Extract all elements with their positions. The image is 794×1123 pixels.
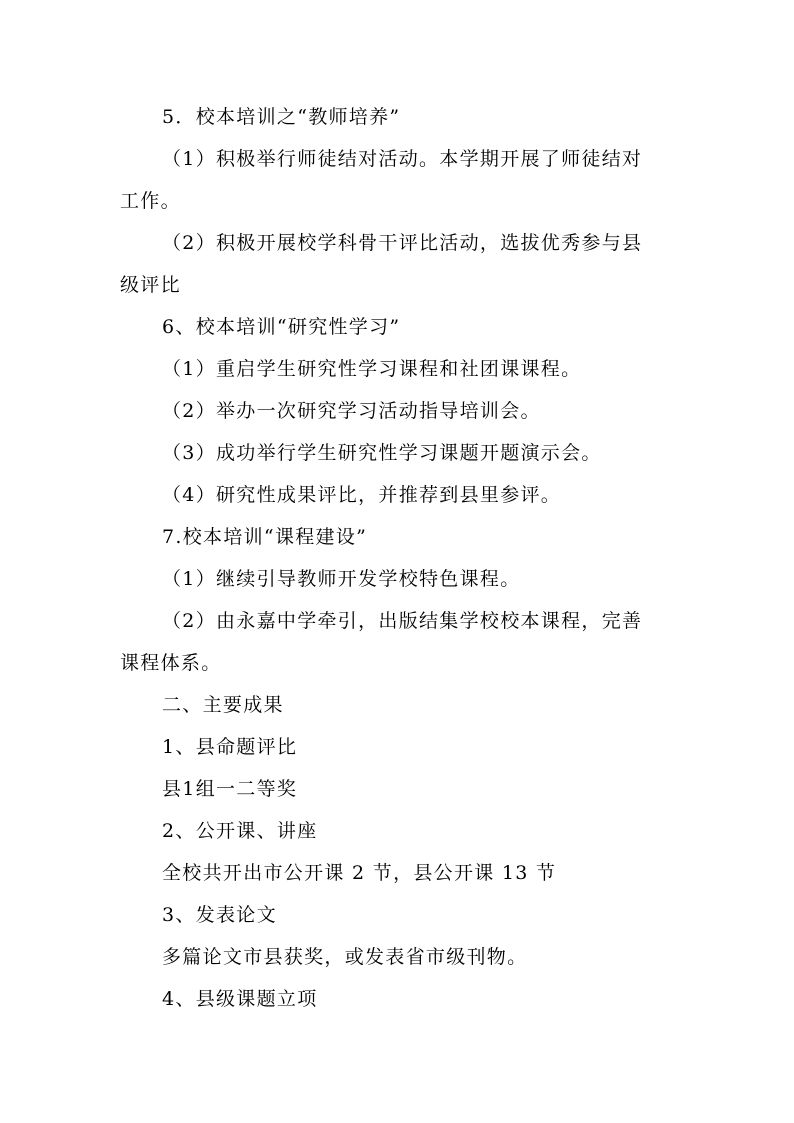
paragraph-line: （4）研究性成果评比，并推荐到县里参评。	[162, 484, 562, 506]
heading-curriculum: 7.校本培训“课程建设”	[162, 526, 368, 548]
paragraph-line: 课程体系。	[120, 652, 222, 674]
paragraph-line: （1）积极举行师徒结对活动。本学期开展了师徒结对	[162, 148, 643, 170]
paragraph-line: （2）举办一次研究学习活动指导培训会。	[162, 400, 541, 422]
paragraph-line: （2）积极开展校学科骨干评比活动，选拔优秀参与县	[162, 232, 643, 254]
paragraph-line: 县1组一二等奖	[162, 778, 298, 800]
paragraph-line: （2）由永嘉中学牵引，出版结集学校校本课程，完善	[162, 610, 643, 632]
paragraph-line: 多篇论文市县获奖，或发表省市级刊物。	[162, 946, 528, 968]
paragraph-line: 级评比	[120, 274, 181, 296]
paragraph-line: 工作。	[120, 190, 181, 212]
heading-county-projects: 4、县级课题立项	[162, 988, 318, 1010]
paragraph-line: （1）继续引导教师开发学校特色课程。	[162, 568, 521, 590]
heading-main-results: 二、主要成果	[162, 694, 284, 716]
heading-research-learning: 6、校本培训“研究性学习”	[162, 316, 401, 338]
heading-papers: 3、发表论文	[162, 904, 277, 926]
paragraph-line: 全校共开出市公开课 2 节，县公开课 13 节	[162, 862, 557, 884]
heading-teacher-training: 5．校本培训之“教师培养”	[162, 106, 401, 128]
heading-exam-evaluation: 1、县命题评比	[162, 736, 298, 758]
paragraph-line: （1）重启学生研究性学习课程和社团课课程。	[162, 358, 582, 380]
paragraph-line: （3）成功举行学生研究性学习课题开题演示会。	[162, 442, 602, 464]
heading-open-class: 2、公开课、讲座	[162, 820, 318, 842]
